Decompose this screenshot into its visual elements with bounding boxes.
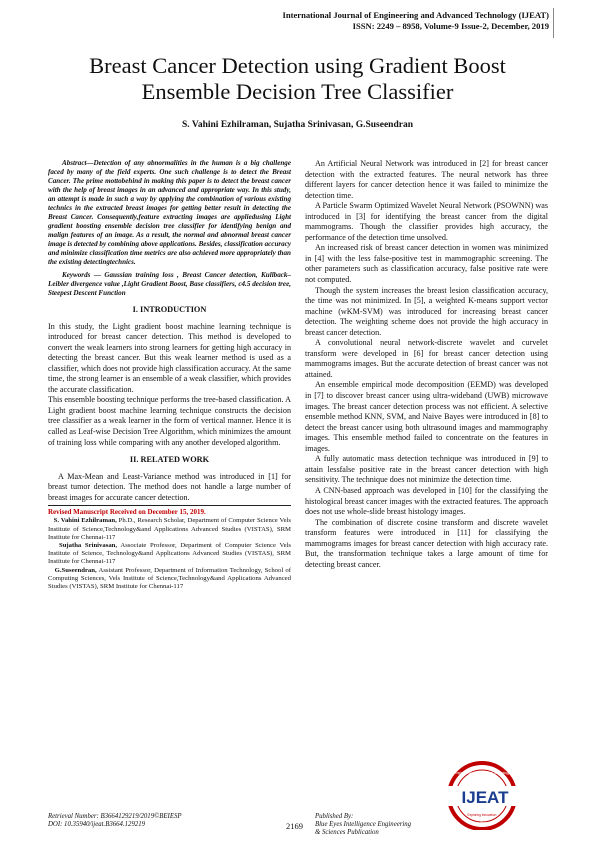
footnote-rule [48, 505, 291, 506]
intro-paragraph-2: This ensemble boosting technique performs the tree-based classification. A Light gradient boost machine learning technique constructs the decision tree classifier as a weak learner in the form of vertical manner. Hence it is called as Leaf-wise Decision Tree Algorithm, which minimizes the amount of training loss while comparing with any another developed algorithm. [48, 395, 291, 447]
ijeat-logo [430, 760, 540, 830]
keywords: Keywords — Gaussian training loss , Breast Cancer detection, Kullback–Leibler divergence value ,Light Gradient Boost, Base classifiers, c4.5 decision tree, Steepest Descent Function [48, 271, 291, 297]
footer-publisher [315, 813, 411, 838]
section-heading-related-work: II. RELATED WORK [129, 455, 210, 465]
page-number: 2169 [286, 821, 303, 831]
logo-ring-bottom-text: www.ijeat.org [471, 821, 493, 825]
body-paragraph: An ensemble empirical mode decomposition (EEMD) was developed in [7] to discover breast cancer using ultra-wideband (UWB) microwave images. The breast cancer detection process was not efficient. A selective ensemble method KNN, SVM, and Naive Bayes were introduced in [8] to detect the breast cancer using both ultrasound images and mammography images. This ensemble method failed to concentrate on the features in images. [305, 380, 548, 453]
header-rule [553, 8, 554, 38]
footer-retrieval [48, 813, 182, 829]
title-line-1: Breast Cancer Detection using Gradient Boost [89, 53, 506, 78]
affiliation-1-name: S. Vahini Ezhilraman, [53, 517, 117, 525]
affiliation-2-name: Sujatha Srinivasan, [58, 541, 118, 549]
author-list: S. Vahini Ezhilraman, Sujatha Srinivasan, G.Suseendran [182, 120, 413, 130]
publisher-label: Published By: [315, 813, 354, 820]
affiliation-1-text: Ph.D., Research Scholar, Department of Computer Science Vels Institute of Science,Technology&and Applications Advanced Studies (VISTAS), SRM Institute for Chennai-117 [48, 517, 292, 541]
affiliation-3-text: Assistant Professor, Department of Information Technology, School of Computing Sciences, Vels Institute of Science,Technology&and Applications Advanced Studies (VISTAS), SRM Institute for Chennai-117 [48, 566, 292, 590]
affiliation-3 [48, 567, 291, 592]
paper-title [40, 53, 555, 105]
retrieval-number: Retrieval Number: B3664129219/2019©BEIESP [48, 813, 182, 820]
body-paragraph: An Artificial Neural Network was introduced in [2] for breast cancer detection with the extracted features. The neural network has three different layers for cancer detection hence it was failed to minimize the detection time. [305, 159, 548, 200]
journal-issn: ISSN: 2249 – 8958, Volume-9 Issue-2, December, 2019 [352, 21, 549, 31]
affiliation-1 [48, 517, 291, 542]
affiliation-3-name: G.Suseendran, [54, 566, 97, 574]
journal-header [282, 10, 549, 32]
body-paragraph: A Particle Swarm Optimized Wavelet Neural Network (PSOWNN) was introduced in [3] for identifying the breast cancer from the digital mammograms. Though the classifier provides high accuracy, the performance of the detection time unsolved. [305, 201, 548, 242]
body-paragraph: Though the system increases the breast lesion classification accuracy, the time was not minimized. In [5], a weighted K-means support vector machine (wKM-SVM) was introduced for increasing breast cancer detection. The weighting scheme does not provide the high accuracy in breast cancer detection. [305, 285, 548, 337]
abstract: Abstract—Detection of any abnormalities in the human is a big challenge faced by many of the field experts. One such challenge is to detect the Breast Cancer. The prime mottobehind in making this paper is to detect the breast cancer with the help of breast images in an advanced and appropriate way. In this study, an attempt is made in such a way by applying the combination of various existing technics in the extracted breast images for getting better result in detecting the Breast Cancer. Consequently,feature extracting images are appliedusing Light gradient boosting ensemble decision tree classifier for identifying benign and malign features of an image. As a result, the normal and abnormal breast cancer image is detected by combining above applications. Besides, classification accuracy and minimize classification time metrics are also achieved more appropriately than the existing detectingtechnics. [48, 159, 291, 266]
intro-paragraph-1: In this study, the Light gradient boost machine learning technique is introduced for breast cancer detection. This method is developed to convert the weak learners into strong learners for getting high accuracy in detecting the breast cancer. But this weak learner method is used as a classifier, which does not provide high classification accuracy. At the same time, the strong learner is an ensemble of a weak classifier, which provides the accurate classification. [48, 321, 291, 394]
left-column [48, 159, 291, 591]
body-paragraph: A CNN-based approach was developed in [10] for the classifying the histological breast cancer images with the extracted features. The approach does not use whole-slide breast histology images. [305, 485, 549, 517]
affiliation-2 [48, 542, 291, 567]
logo-ring-side-text: Exploring Innovation [467, 813, 497, 817]
doi: DOI: 10.35940/ijeat.B3664.129219 [48, 821, 146, 829]
publisher-name-2: & Sciences Publication [315, 829, 379, 837]
logo-ring-top-text: Engineering and Advanced Technology [454, 771, 510, 775]
body-paragraph: A fully automatic mass detection technique was introduced in [9] to attain lessfalse positive rate in the breast cancer detection with high sensitivity. The technique does not minimize the detection time. [305, 454, 548, 485]
section-heading-introduction: I. INTRODUCTION [132, 305, 207, 314]
body-paragraph: An increased risk of breast cancer detection in women was minimized in [4] with the less false-positive test in mammographic screening. The other parameters such as classification accuracy, false positive rate were not computed. [305, 243, 548, 285]
body-paragraph: A convolutional neural network-discrete wavelet and curvelet transform were developed in [6] for breast cancer detection using mammograms images. But the accurate detection of breast cancer was not attained. [305, 338, 548, 379]
publisher-name-1: Blue Eyes Intelligence Engineering [315, 821, 412, 829]
title-line-2: Ensemble Decision Tree Classifier [141, 79, 454, 104]
manuscript-received: Revised Manuscript Received on December 15, 2019. [48, 508, 206, 517]
body-paragraph: The combination of discrete cosine transform and discrete wavelet transform features were introduced in [11] for classifying the mammograms images for breast cancer detection with high accuracy rate. But, the transformation technique takes a large amount of time for detecting breast cancer. [305, 517, 548, 569]
right-column [305, 159, 548, 570]
affiliation-2-text: Associate Professor, Department of Computer Science Vels Institute of Science, Technology&and Applications Advanced Studies (VISTAS), SRM Institute for Chennai-117 [48, 541, 292, 566]
journal-name: International Journal of Engineering and Advanced Technology (IJEAT) [282, 10, 549, 20]
logo-text: IJEAT [461, 788, 509, 807]
related-paragraph-1: A Max-Mean and Least-Variance method was introduced in [1] for breast tumor detection. The method does not handle a large number of breast images for accurate cancer detection. [48, 471, 291, 502]
